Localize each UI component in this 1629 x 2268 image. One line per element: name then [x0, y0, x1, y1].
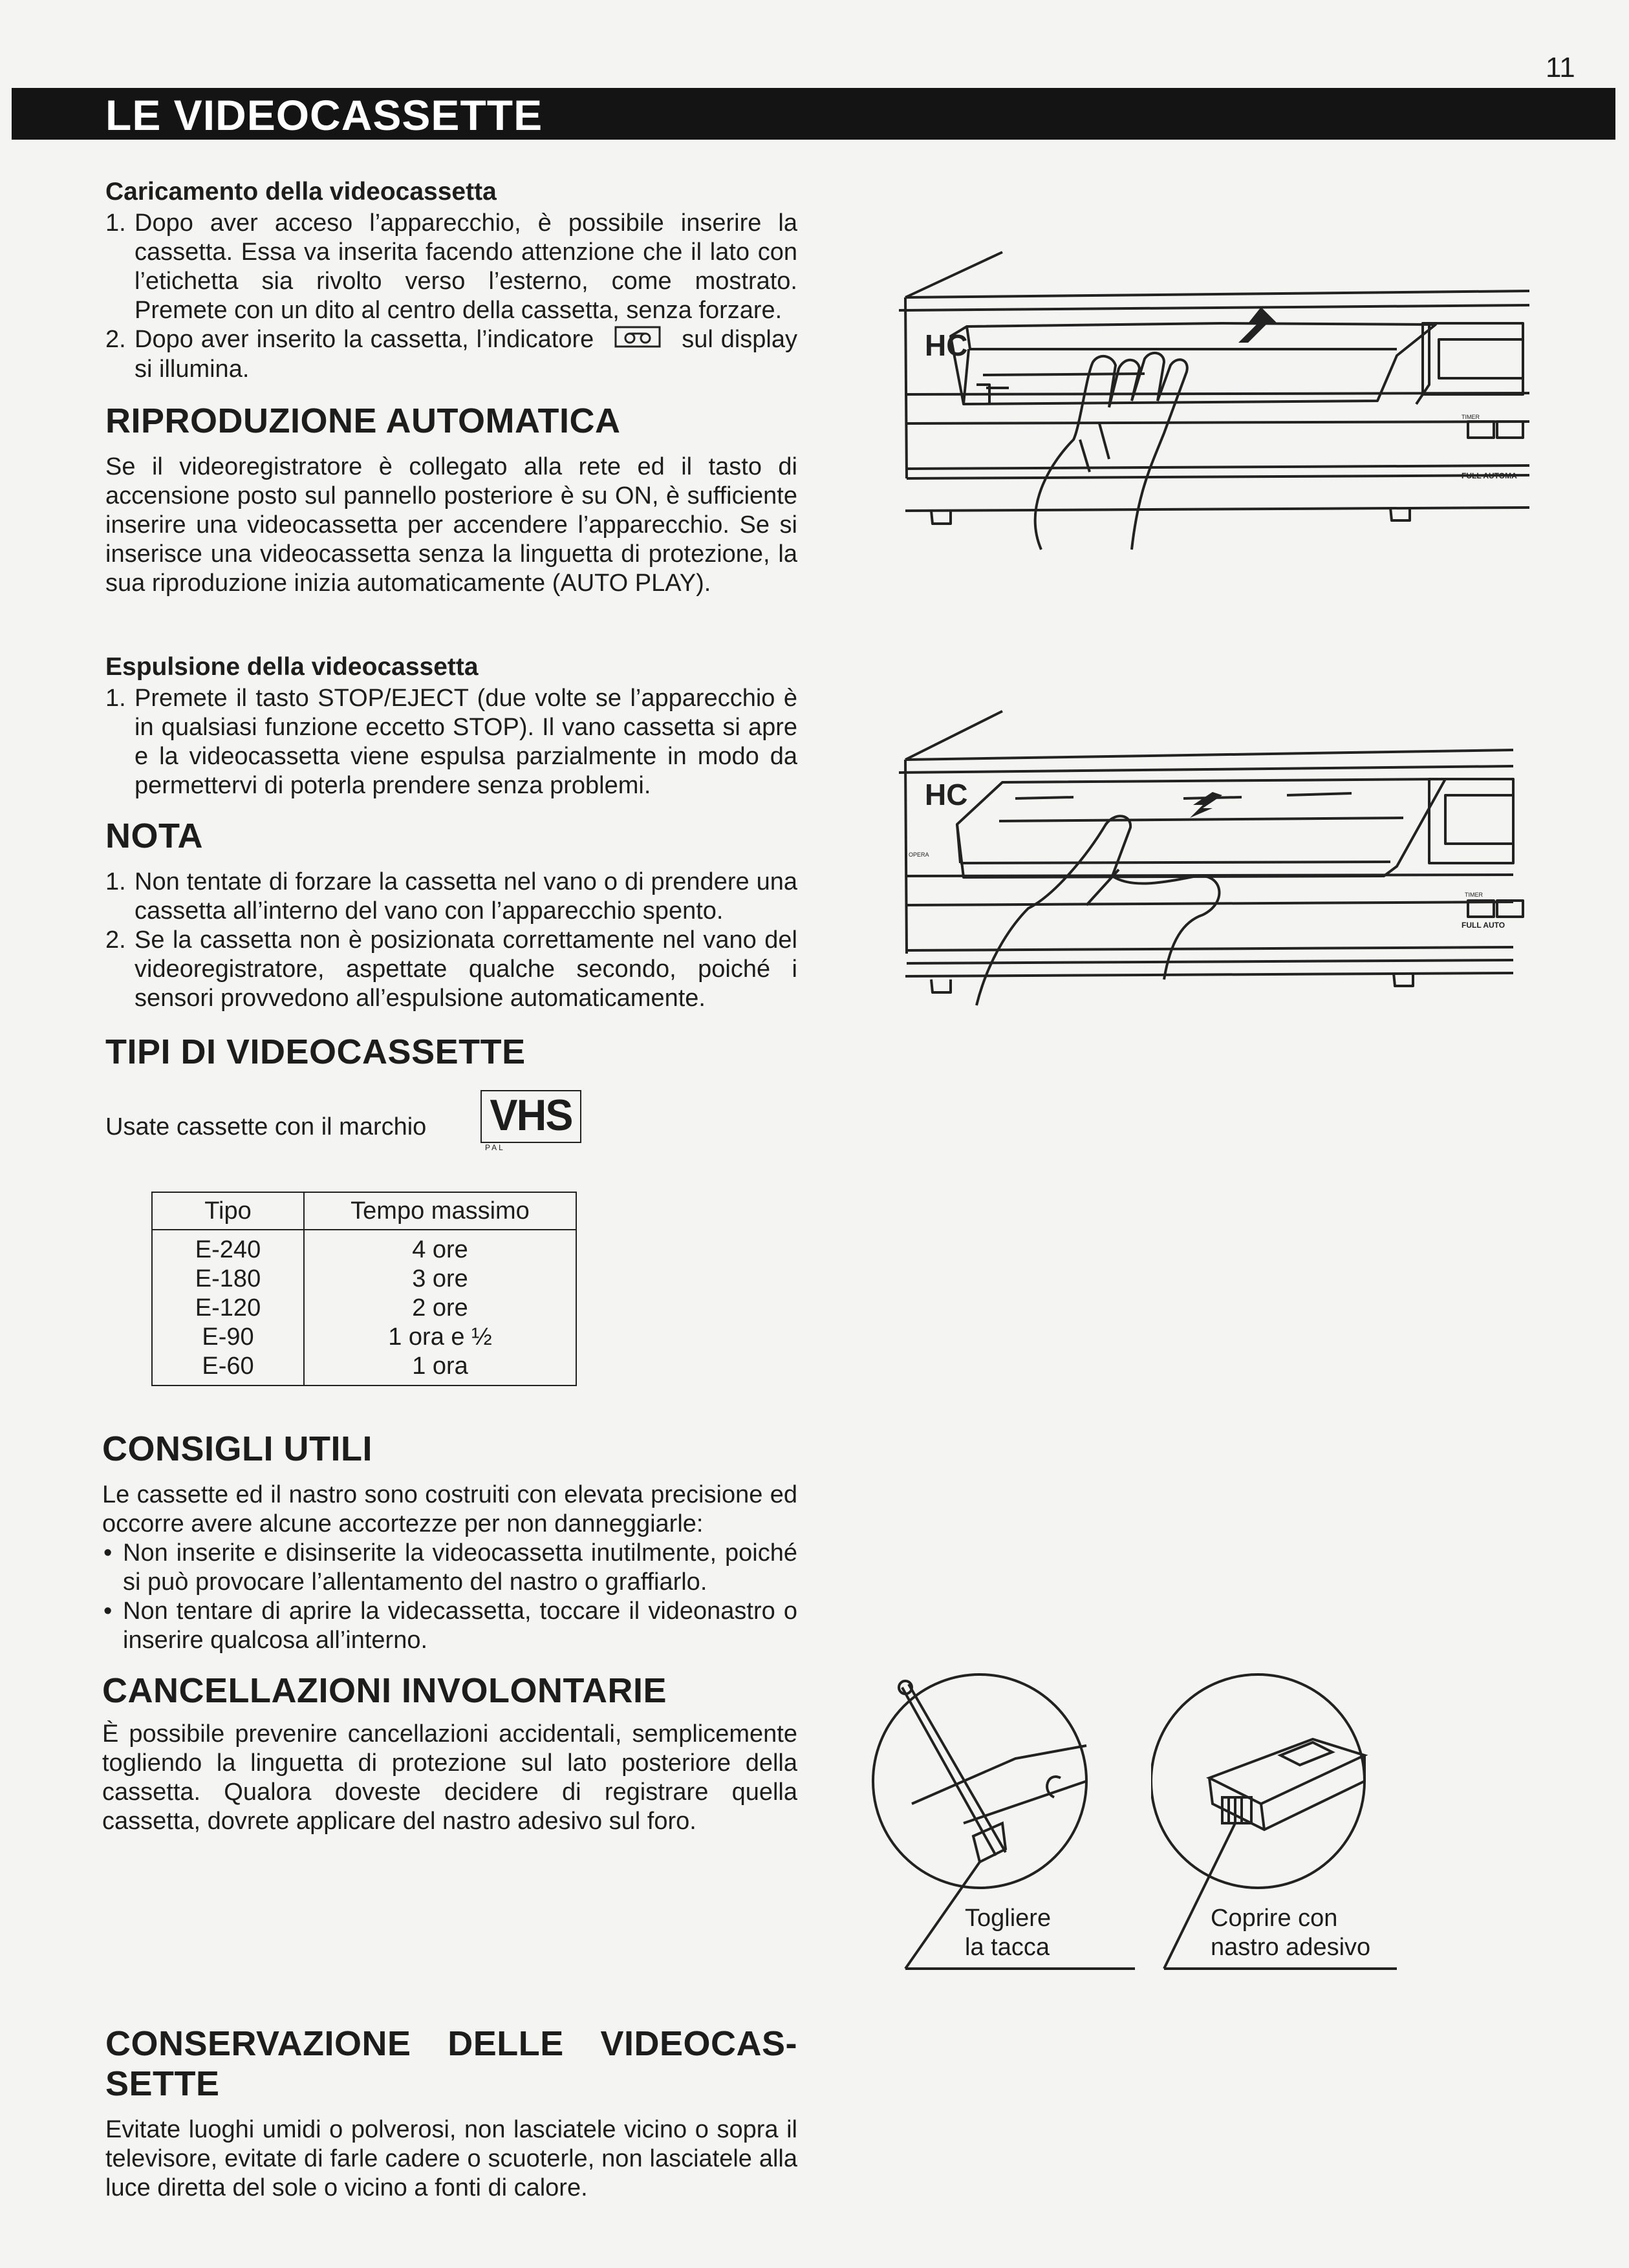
- insert-cassette-illustration: [860, 246, 1539, 582]
- loading-item-2-number: 2.: [105, 326, 126, 353]
- loading-item-2-text-after: sul display si illumina.: [135, 326, 798, 383]
- loading-item-2-text-before: Dopo aver inserito la cassetta, l’indicatore: [135, 326, 594, 353]
- storage-text: Evitate luoghi umidi o polverosi, non lasciatele vicino o sopra il televisore, evitate di farle cadere o scuoterle, non lasciatele alla luce diretta del sole o vicino a fonti di calore.: [105, 2116, 797, 2201]
- svg-text:TIMER: TIMER: [1465, 892, 1483, 898]
- loading-item-1: [105, 209, 797, 325]
- erase-text: È possibile prevenire cancellazioni accidentali, semplicemente togliendo la linguetta di protezione sul lato posteriore della cassetta. Qualora doveste decidere di registrare quella cassetta, dovrete applicare del nastro adesivo sul foro.: [102, 1720, 797, 1835]
- eject-item-1-text: Premete il tasto STOP/EJECT (due volte se l’apparecchio è in qualsiasi funzione eccetto STOP). Il vano cassetta si apre e la videocassetta viene espulsa parzialmente in modo da permettervi di poterla prendere senza problemi.: [135, 685, 797, 799]
- tips-bullet-2-text: Non tentare di aprire la videcassetta, toccare il videonastro o inserire qualcosa all’interno.: [123, 1598, 797, 1654]
- bullet-icon: •: [103, 1598, 113, 1625]
- types-table-wrapper: [151, 1192, 577, 1386]
- storage-heading-line2: SETTE: [105, 2064, 220, 2103]
- loading-item-1-number: 1.: [105, 209, 126, 237]
- vhs-logo-sub: PAL: [485, 1143, 505, 1152]
- note-item-2-number: 2.: [105, 926, 126, 954]
- table-row: E-180 3 ore: [152, 1265, 576, 1294]
- tips-bullet-1-text: Non inserite e disinserite la videocassetta inutilmente, poiché si può provocare l’allentamento del nastro o graffiarlo.: [123, 1539, 797, 1596]
- title-banner: [12, 88, 1615, 140]
- storage-heading-line1: CONSERVAZIONE DELLE VIDEOCAS-: [105, 2024, 797, 2063]
- brand-fragment: HC: [925, 328, 968, 362]
- svg-text:TIMER: TIMER: [1462, 414, 1480, 420]
- note-item-2-text: Se la cassetta non è posizionata correttamente nel vano del videoregistratore, aspettate qualche secondo, poiché i sensori provvedono all’espulsione automaticamente.: [135, 926, 797, 1012]
- table-row: E-90 1 ora e ½: [152, 1323, 576, 1352]
- table-header-time: Tempo massimo: [304, 1192, 576, 1230]
- tips-intro: Le cassette ed il nastro sono costruiti con elevata precisione ed occorre avere alcune accortezze per non danneggiarle:: [102, 1481, 797, 1537]
- display-label: FULL AUTO: [1462, 921, 1505, 930]
- page-number: 11: [1546, 52, 1575, 83]
- display-label: FULL AUTOMA: [1462, 471, 1517, 480]
- svg-text:OPERA: OPERA: [909, 851, 929, 858]
- cassette-indicator-icon: [614, 326, 661, 355]
- tips-heading: CONSIGLI UTILI: [102, 1429, 372, 1468]
- caption-cover-tape: Coprire con nastro adesivo: [1211, 1905, 1371, 1961]
- eject-cassette-illustration: [860, 708, 1539, 1031]
- table-header-type: Tipo: [152, 1192, 304, 1230]
- loading-item-1-text: Dopo aver acceso l’apparecchio, è possibile inserire la cassetta. Essa va inserita facendo attenzione che il lato con l’etichetta sia rivolto verso l’esterno, come mostrato. Premete con un dito al centro della cassetta, senza forzare.: [135, 209, 797, 324]
- page-title: LE VIDEOCASSETTE: [105, 91, 543, 139]
- note-item-1-text: Non tentate di forzare la cassetta nel vano o di prendere una cassetta all’interno del vano con l’apparecchio spento.: [135, 868, 797, 925]
- table-row: E-60 1 ora: [152, 1352, 576, 1385]
- note-item-1-number: 1.: [105, 868, 126, 895]
- vhs-logo-text: VHS: [490, 1091, 572, 1140]
- note-item-2: [105, 926, 797, 1013]
- types-heading: TIPI DI VIDEOCASSETTE: [105, 1032, 526, 1071]
- table-row: E-240 4 ore: [152, 1230, 576, 1265]
- tips-bullet-2: [102, 1597, 797, 1655]
- loading-heading: Caricamento della videocassetta: [105, 178, 497, 206]
- table-row: E-120 2 ore: [152, 1294, 576, 1323]
- loading-item-2: [105, 325, 797, 384]
- auto-play-text: Se il videoregistratore è collegato alla rete ed il tasto di accensione posto sul pannello posteriore è su ON, è sufficiente inserire una videocassetta per accendere l’apparecchio. Se si inserisce una videocassetta senza la linguetta di protezione, la sua riproduzione inizia automaticamente (AUTO PLAY).: [105, 453, 797, 597]
- tips-bullet-1: [102, 1539, 797, 1597]
- types-intro: Usate cassette con il marchio: [105, 1113, 427, 1140]
- eject-item-1-number: 1.: [105, 685, 126, 712]
- note-heading: NOTA: [105, 817, 203, 855]
- auto-play-heading: RIPRODUZIONE AUTOMATICA: [105, 401, 621, 440]
- caption-remove-tab: Togliere la tacca: [965, 1905, 1052, 1961]
- bullet-icon: •: [103, 1539, 113, 1567]
- types-table: [151, 1192, 577, 1386]
- vhs-logo: [480, 1090, 581, 1143]
- erase-heading: CANCELLAZIONI INVOLONTARIE: [102, 1671, 667, 1710]
- note-item-1: [105, 868, 797, 926]
- eject-item-1: [105, 684, 797, 800]
- eject-heading: Espulsione della videocassetta: [105, 653, 479, 681]
- svg-text:HC: HC: [925, 778, 968, 811]
